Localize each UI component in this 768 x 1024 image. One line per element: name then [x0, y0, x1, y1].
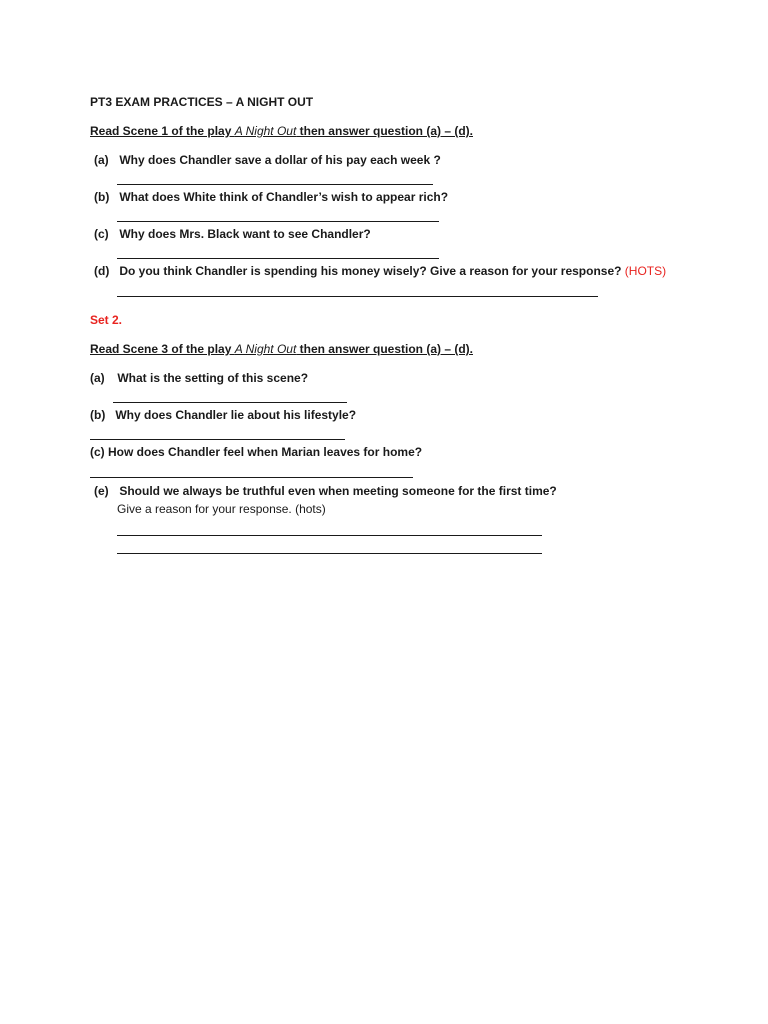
question-label: (b) [90, 408, 106, 422]
question-label: (c) [94, 227, 109, 241]
question-text: Why does Chandler lie about his lifestyle? [115, 408, 357, 422]
answer-line[interactable] [113, 402, 347, 403]
question-label: (b) [94, 190, 110, 204]
answer-line[interactable] [117, 535, 542, 536]
set1-instruction-post: then answer question (a) – (d). [296, 124, 473, 138]
question-text: Why does Mrs. Black want to see Chandler? [119, 227, 371, 241]
answer-line[interactable] [117, 296, 598, 297]
set2-instruction-pre: Read Scene 3 of the play [90, 342, 235, 356]
set1-instruction [90, 124, 473, 138]
answer-line[interactable] [117, 221, 439, 222]
question-label: (d) [94, 264, 110, 278]
hots-tag: (HOTS) [624, 264, 667, 278]
answer-line[interactable] [117, 184, 433, 185]
set2-question-e [94, 484, 557, 498]
question-label: (a) [90, 371, 105, 385]
question-text: What is the setting of this scene? [117, 371, 309, 385]
set1-question-b [94, 190, 448, 204]
question-text: What does White think of Chandler’s wish to appear rich? [119, 190, 449, 204]
answer-line[interactable] [90, 439, 345, 440]
set2-question-c [90, 445, 422, 459]
question-label: (c) [90, 445, 105, 459]
set1-instruction-pre: Read Scene 1 of the play [90, 124, 235, 138]
set2-question-e-line2: Give a reason for your response. (hots) [117, 502, 326, 516]
answer-line[interactable] [117, 553, 542, 554]
set2-question-a [90, 371, 308, 385]
answer-line[interactable] [117, 258, 439, 259]
set2-instruction [90, 342, 473, 356]
set1-question-c [94, 227, 371, 241]
page-title: PT3 EXAM PRACTICES – A NIGHT OUT [90, 95, 314, 109]
set2-question-b [90, 408, 356, 422]
answer-line[interactable] [90, 477, 413, 478]
set1-play-title: A Night Out [234, 124, 297, 138]
set1-question-a [94, 153, 441, 167]
question-text: Should we always be truthful even when meeting someone for the first time? [119, 484, 557, 498]
question-label: (e) [94, 484, 109, 498]
set2-play-title: A Night Out [234, 342, 297, 356]
set2-heading: Set 2. [90, 313, 123, 327]
question-label: (a) [94, 153, 109, 167]
set2-instruction-post: then answer question (a) – (d). [296, 342, 473, 356]
question-text: Do you think Chandler is spending his money wisely? Give a reason for your response? [119, 264, 625, 278]
question-text: Why does Chandler save a dollar of his pay each week ? [119, 153, 441, 167]
set1-question-d [94, 264, 666, 278]
question-text: How does Chandler feel when Marian leaves for home? [108, 445, 423, 459]
